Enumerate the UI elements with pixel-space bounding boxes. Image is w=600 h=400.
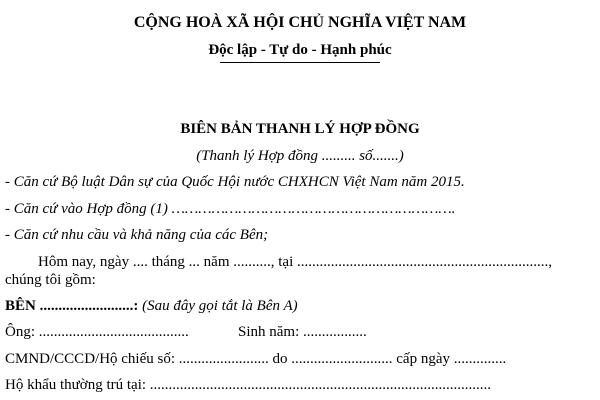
ong-field: Ông: ........................................ (5, 324, 189, 340)
party-a-note: (Sau đây gọi tắt là Bên A) (138, 298, 298, 314)
document-subtitle: (Thanh lý Hợp đồng ......... số.......) (196, 148, 404, 164)
motto-underline (220, 62, 380, 63)
party-a-line (5, 297, 298, 315)
party-a-label: BÊN .........................: (5, 298, 139, 314)
basis-line-1: - Căn cứ Bộ luật Dân sự của Quốc Hội nước CHXHCN Việt Nam năm 2015. (5, 174, 465, 190)
basis-line-2: - Căn cứ vào Hợp đồng (1) ………………………………………………………. (5, 201, 456, 217)
motto-heading: Độc lập - Tự do - Hạnh phúc (208, 42, 392, 58)
residence-field: Hộ khẩu thường trú tại: ........................................................................................... (5, 377, 492, 393)
intro-line-2: chúng tôi gồm: (5, 272, 96, 288)
intro-line-1: Hôm nay, ngày .... tháng ... năm .........., tại ..................................................................., (38, 254, 552, 270)
document-title: BIÊN BẢN THANH LÝ HỢP ĐỒNG (180, 121, 420, 137)
nation-heading: CỘNG HOÀ XÃ HỘI CHỦ NGHĨA VIỆT NAM (133, 14, 467, 31)
basis-line-3: - Căn cứ nhu cầu và khả năng của các Bên; (5, 227, 269, 243)
id-document-field: CMND/CCCD/Hộ chiếu số: ........................ do ........................... cấp ngày .............. (5, 351, 507, 367)
birth-year-field: Sinh năm: ................. (238, 324, 367, 340)
